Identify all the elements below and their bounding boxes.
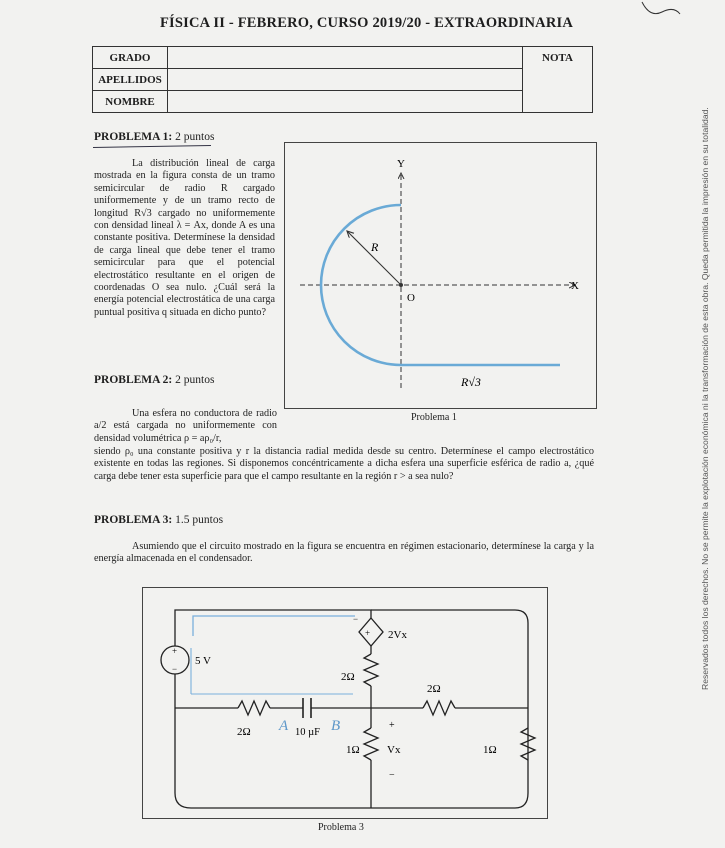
- problema1-points: 2 puntos: [175, 131, 215, 143]
- origin-label: O: [407, 292, 415, 304]
- grado-field[interactable]: [168, 47, 523, 69]
- problema1-label: PROBLEMA 1:: [94, 131, 173, 143]
- resistor-top: [364, 654, 378, 686]
- origin-point: [399, 283, 403, 287]
- dep-source-label: 2Vx: [388, 629, 407, 641]
- grado-label: GRADO: [93, 47, 168, 69]
- r-mid-label: 1Ω: [346, 744, 360, 756]
- side-copyright-notice: Reservados todos los derechos. No se permite la explotación económica ni la transformación de esta obra. Queda permitida la impresión en su totalidad.: [700, 107, 710, 690]
- nota-cell[interactable]: NOTA: [523, 47, 593, 113]
- vx-minus: −: [389, 770, 395, 781]
- wire-outer: [175, 610, 528, 808]
- r-left-label: 2Ω: [237, 726, 251, 738]
- problema3-points: 1.5 puntos: [175, 514, 224, 526]
- vx-plus: +: [389, 720, 395, 731]
- resistor-left: [238, 701, 270, 715]
- problema3-figure: [142, 587, 548, 819]
- r-right-label: 1Ω: [483, 744, 497, 756]
- apellidos-field[interactable]: [168, 69, 523, 91]
- resistor-mid: [364, 728, 378, 760]
- pen-loop-mark: [193, 616, 355, 636]
- exam-title: FÍSICA II - FEBRERO, CURSO 2019/20 - EXTRAORDINARIA: [160, 15, 574, 31]
- pen-note-a: A: [279, 718, 289, 734]
- problema3-text: Asumiendo que el circuito mostrado en la figura se encuentra en régimen estacionario, determínese la carga y la energía almacenada en el condensador.: [94, 541, 594, 565]
- radius-label: R: [371, 240, 379, 254]
- r-top-label: 2Ω: [341, 671, 355, 683]
- resistor-right-top: [423, 701, 455, 715]
- problema3-caption: Problema 3: [318, 822, 364, 833]
- y-label: Y: [397, 158, 405, 170]
- dep-minus: −: [353, 614, 359, 624]
- circuit-diagram: [143, 588, 547, 818]
- pen-scribble-icon: [640, 0, 700, 20]
- source-label: 5 V: [195, 655, 211, 667]
- problema1-text: La distribución lineal de carga mostrada en la figura consta de un tramo semicircular de radio R cargado uniformemente y de un tramo recto de longitud R√3 cargado no uniformemente con densidad lineal λ = Ax, donde A es una constante positiva. Determínese la densidad de carga lineal que debe tener el tramo semicircular para que el potencial electrostático resultante en el origen de coordenadas O sea nulo. ¿Cuál será la energía potencial electrostática de una carga puntual positiva q situada en dicho punto?: [94, 158, 275, 318]
- problema3-heading: [94, 514, 223, 526]
- pen-underline: [93, 145, 211, 149]
- problema3-label: PROBLEMA 3:: [94, 514, 173, 526]
- vx-label: Vx: [387, 744, 401, 756]
- apellidos-label: APELLIDOS: [93, 69, 168, 91]
- source-plus: +: [172, 646, 178, 656]
- problema2-text-a: Una esfera no conductora de radio a/2 está cargada no uniformemente con densidad volumétrica ρ = aρ₀/r,: [94, 408, 277, 444]
- capacitor: [303, 698, 311, 718]
- problema1-caption: Problema 1: [411, 412, 457, 423]
- problema2-points: 2 puntos: [175, 374, 215, 386]
- problema2-label: PROBLEMA 2:: [94, 374, 173, 386]
- problema1-heading: [94, 131, 214, 143]
- dependent-source: [359, 618, 383, 646]
- problema2-heading: [94, 374, 214, 386]
- dep-plus: +: [365, 628, 371, 638]
- student-info-table: [92, 46, 593, 113]
- nombre-label: NOMBRE: [93, 91, 168, 113]
- nombre-field[interactable]: [168, 91, 523, 113]
- problema2-text-b: siendo ρ₀ una constante positiva y r la distancia radial medida desde su centro. Determínese el campo electrostático existente en todas las regiones. Si disponemos concéntricamente a dicha esfera una superficie esférica de radio a, ¿qué carga debe tener esta superficie para que el campo resultante en la región r > a sea nulo?: [94, 446, 594, 482]
- charge-distribution-diagram: [285, 143, 596, 408]
- problema1-figure: [284, 142, 597, 409]
- capacitor-label: 10 µF: [295, 727, 321, 738]
- source-minus: −: [172, 664, 178, 674]
- r-right-top-label: 2Ω: [427, 683, 441, 695]
- pen-note-b: B: [331, 718, 341, 734]
- x-label: X: [571, 280, 579, 292]
- length-label: R√3: [461, 375, 481, 389]
